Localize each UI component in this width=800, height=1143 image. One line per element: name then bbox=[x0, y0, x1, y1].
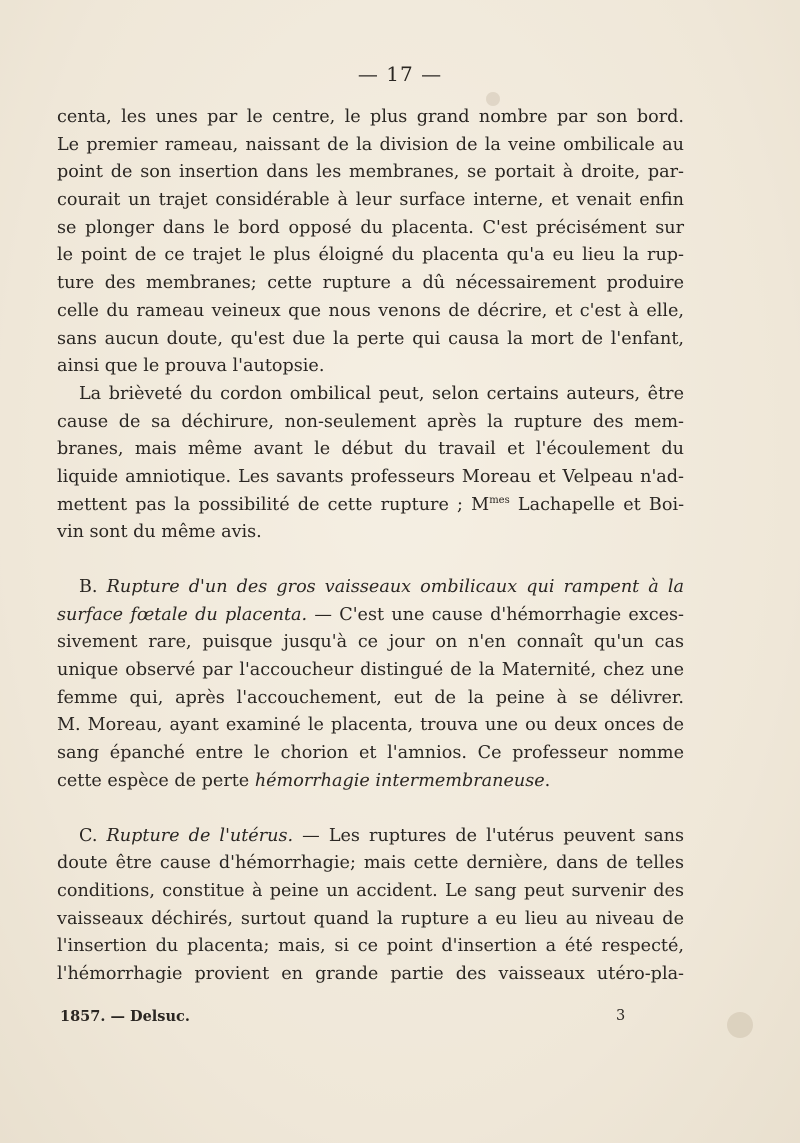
section-label: B. bbox=[79, 577, 98, 597]
text-fragment: . bbox=[544, 770, 551, 791]
text-line: Le premier rameau, naissant de la division de la veine ombilicale au bbox=[57, 134, 684, 155]
text-line: point de son insertion dans les membranes, se portait à droite, par- bbox=[57, 162, 684, 183]
text-line bbox=[57, 492, 684, 520]
text-line: ainsi que le prouva l'autopsie. bbox=[57, 356, 325, 377]
text-line: courait un trajet considérable à leur surface interne, et venait enfin bbox=[57, 190, 684, 211]
text-line: ture des membranes; cette rupture a dû nécessairement produire bbox=[57, 273, 684, 294]
text-line: vin sont du même avis. bbox=[57, 522, 262, 543]
text-fragment: M bbox=[471, 494, 490, 515]
sheet-number: 3 bbox=[616, 1008, 626, 1024]
text-line: La brièveté du cordon ombilical peut, selon certains auteurs, être bbox=[79, 383, 684, 404]
text-line: se plonger dans le bord opposé du placenta. C'est précisément sur bbox=[57, 217, 684, 238]
section-gap bbox=[57, 547, 684, 574]
paragraph bbox=[57, 104, 684, 381]
text-line: doute être cause d'hémorrhagie; mais cette dernière, dans de telles bbox=[57, 853, 684, 874]
section-label: C. bbox=[79, 825, 98, 846]
text-line: M. Moreau, ayant examiné le placenta, trouva une ou deux onces de bbox=[57, 715, 684, 736]
section-gap bbox=[57, 796, 684, 823]
text-line: sivement rare, puisque jusqu'à ce jour on n'en connaît qu'un cas bbox=[57, 632, 684, 653]
text-line: sans aucun doute, qu'est due la perte qui causa la mort de l'enfant, bbox=[57, 328, 684, 349]
paper-stain bbox=[727, 1012, 753, 1038]
text-line: conditions, constitue à peine un accident. Le sang peut survenir des bbox=[57, 880, 684, 901]
text-line: centa, les unes par le centre, le plus grand nombre par son bord. bbox=[57, 107, 684, 127]
text-line: branes, mais même avant le début du travail et l'écoulement du bbox=[57, 439, 684, 460]
page-body bbox=[57, 104, 684, 989]
paragraph bbox=[57, 823, 684, 989]
italic-term: hémorrhagie intermembraneuse bbox=[254, 770, 545, 791]
text-line: le point de ce trajet le plus éloigné du placenta qu'a eu lieu la rup- bbox=[57, 245, 684, 266]
text-fragment: Lachapelle et Boi- bbox=[509, 494, 685, 515]
section-title: Rupture d'un des gros vaisseaux ombilicaux qui rampent à la bbox=[106, 577, 685, 597]
text-line: l'insertion du placenta; mais, si ce point d'insertion a été respecté, bbox=[57, 936, 684, 957]
text-line bbox=[57, 768, 684, 796]
text-fragment: cette espèce de perte bbox=[57, 770, 255, 791]
text-line bbox=[57, 574, 684, 602]
text-line bbox=[57, 602, 684, 630]
text-line: sang épanché entre le chorion et l'amnios. Ce professeur nomme bbox=[57, 743, 684, 764]
text-line: vaisseaux déchirés, surtout quand la rupture a eu lieu au niveau de bbox=[57, 908, 684, 929]
page-number: — 17 — bbox=[357, 62, 443, 86]
text-line: celle du rameau veineux que nous venons de décrire, et c'est à elle, bbox=[57, 300, 684, 321]
paragraph bbox=[57, 381, 684, 547]
text-fragment: — C'est une cause d'hémorrhagie exces- bbox=[307, 604, 685, 625]
paragraph bbox=[57, 574, 684, 796]
text-line: femme qui, après l'accouchement, eut de la peine à se délivrer. bbox=[57, 687, 684, 708]
text-fragment: mettent pas la possibilité de cette rupture ; bbox=[57, 494, 463, 515]
section-title: Rupture de l'utérus. bbox=[106, 825, 294, 846]
printer-signature: 1857. — Delsuc. bbox=[60, 1008, 190, 1025]
text-fragment: — Les ruptures de l'utérus peuvent sans bbox=[293, 825, 684, 846]
text-line bbox=[57, 823, 684, 851]
text-line: cause de sa déchirure, non-seulement après la rupture des mem- bbox=[57, 411, 684, 432]
text-line: l'hémorrhagie provient en grande partie des vaisseaux utéro-pla- bbox=[57, 963, 684, 984]
superscript: mes bbox=[489, 494, 510, 506]
section-title: surface fœtale du placenta. bbox=[57, 604, 308, 625]
text-line: unique observé par l'accoucheur distingué de la Maternité, chez une bbox=[57, 660, 684, 681]
text-line: liquide amniotique. Les savants professeurs Moreau et Velpeau n'ad- bbox=[57, 466, 684, 487]
